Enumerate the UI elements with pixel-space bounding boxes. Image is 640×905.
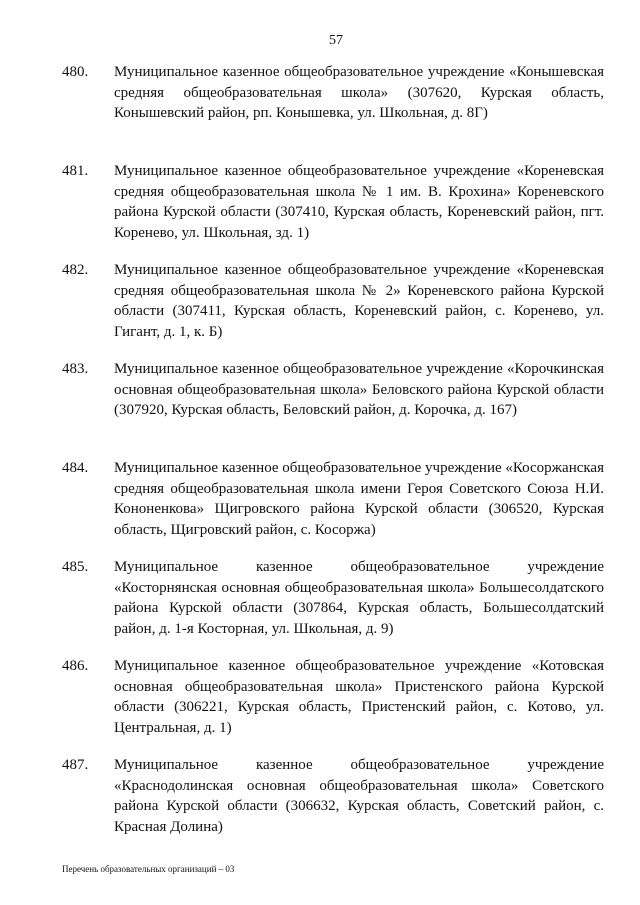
list-item-486 [62,656,604,755]
entry-number: 486. [62,658,89,674]
page-footer: Перечень образовательных организаций – 03 [62,864,235,874]
entry-text: Муниципальное казенное общеобразовательное учреждение «Кореневская средняя общеобразовательная школа № 1 им. В. Крохина» Кореневского района Курской области (307410, Курская область, Кореневский район, пгт. Коренево, ул. Школьная, зд. 1) [114,163,604,241]
entry-text: Муниципальное казенное общеобразовательное учреждение «Косоржанская средняя общеобразовательная школа имени Героя Советского Союза Н.И. Кононенкова» Щигровского района Курской области (306520, Курская область, Щигровский район, с. Косоржа) [114,460,604,538]
entry-text: Муниципальное казенное общеобразовательное учреждение «Краснодолинская основная общеобразовательная школа» Советского района Курской области (306632, Курская область, Советский район, с. Красная Долина) [114,757,604,835]
entry-text: Муниципальное казенное общеобразовательное учреждение «Корочкинская основная общеобразовательная школа» Беловского района Курской области (307920, Курская область, Беловский район, д. Корочка, д. 167) [114,361,604,418]
entry-number: 484. [62,460,89,476]
list-item-487 [62,755,604,854]
list-item-484 [62,458,604,557]
list-item-481 [62,161,604,260]
entry-text: Муниципальное казенное общеобразовательное учреждение «Конышевская средняя общеобразовательная школа» (307620, Курская область, Конышевский район, рп. Конышевка, ул. Школьная, д. 8Г) [114,64,604,121]
entry-number: 485. [62,559,89,575]
list-item-483 [62,359,604,458]
list-item-480 [62,62,604,161]
list-item-485 [62,557,604,656]
entry-number: 482. [62,262,89,278]
entry-number: 481. [62,163,89,179]
entry-number: 487. [62,757,89,773]
entry-number: 483. [62,361,89,377]
entry-text: Муниципальное казенное общеобразовательное учреждение «Кореневская средняя общеобразовательная школа № 2» Кореневского района Курской области (307411, Курская область, Кореневский район, с. Коренево, ул. Гигант, д. 1, к. Б) [114,262,604,340]
entry-text: Муниципальное казенное общеобразовательное учреждение «Косторнянская основная общеобразовательная школа» Большесолдатского района Курской области (307864, Курская область, Большесолдатский район, д. 1-я Косторная, ул. Школьная, д. 9) [114,559,604,637]
entry-text: Муниципальное казенное общеобразовательное учреждение «Котовская основная общеобразовательная школа» Пристенского района Курской области (306221, Курская область, Пристенский район, с. Котово, ул. Центральная, д. 1) [114,658,604,736]
entry-number: 480. [62,64,89,80]
page-number: 57 [329,33,343,48]
list-item-482 [62,260,604,359]
entry-list [62,62,604,854]
